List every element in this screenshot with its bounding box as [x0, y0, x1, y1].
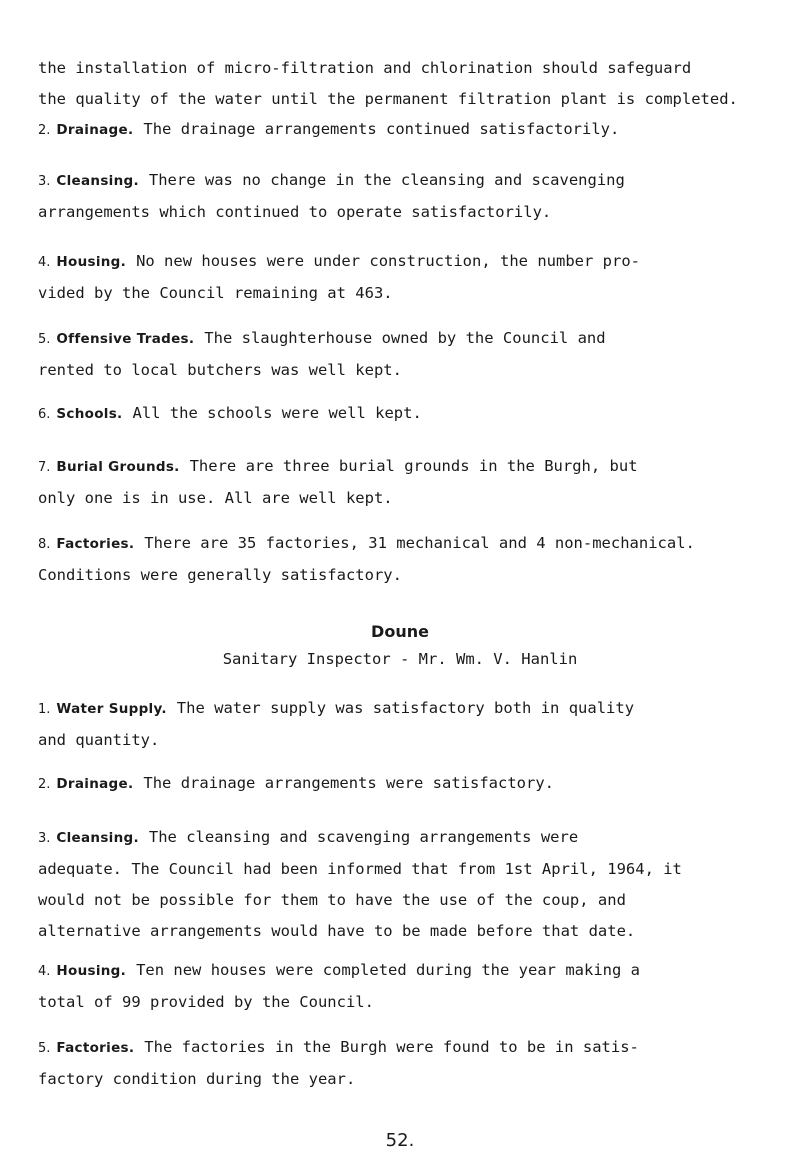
item-text: total of 99 provided by the Council.	[38, 993, 374, 1011]
item-heading: Burial Grounds.	[56, 459, 180, 475]
item-text: and quantity.	[38, 731, 160, 749]
item-number: 5.	[38, 332, 51, 347]
item-number: 2.	[38, 123, 51, 138]
section-subtitle: Sanitary Inspector - Mr. Wm. V. Hanlin	[222, 650, 578, 668]
item-text: The drainage arrangements continued satisfactorily.	[143, 120, 620, 138]
item-text: factory condition during the year.	[38, 1070, 356, 1088]
item-number: 8.	[38, 537, 51, 552]
item-heading: Drainage.	[56, 122, 134, 138]
item-schools	[38, 398, 798, 430]
intro-line: the installation of micro-filtration and chlorination should safeguard	[38, 59, 692, 77]
item-text: adequate. The Council had been informed that from 1st April, 1964, it	[38, 860, 682, 878]
item-heading: Water Supply.	[56, 701, 167, 717]
item-text: The cleansing and scavenging arrangements were	[148, 828, 579, 846]
item-text: arrangements which continued to operate satisfactorily.	[38, 203, 552, 221]
item-number: 3.	[38, 174, 51, 189]
item-heading: Offensive Trades.	[56, 331, 195, 347]
item-number: 4.	[38, 255, 51, 270]
item-cleansing	[38, 165, 798, 228]
item-text: vided by the Council remaining at 463.	[38, 284, 393, 302]
page-number: 52.	[385, 1130, 415, 1151]
item-text: Conditions were generally satisfactory.	[38, 566, 402, 584]
item-text: No new houses were under construction, the number pro-	[136, 252, 640, 270]
item-drainage	[38, 114, 798, 146]
item-number: 2.	[38, 777, 51, 792]
item-heading: Cleansing.	[56, 830, 139, 846]
intro-line: the quality of the water until the permanent filtration plant is completed.	[38, 90, 738, 108]
item-text: There was no change in the cleansing and scavenging	[148, 171, 625, 189]
item-heading: Factories.	[56, 536, 135, 552]
item-factories	[38, 528, 798, 591]
intro-paragraph	[38, 53, 798, 115]
item-heading: Drainage.	[56, 776, 134, 792]
item-cleansing	[38, 822, 798, 947]
item-number: 3.	[38, 831, 51, 846]
item-number: 6.	[38, 407, 51, 422]
item-heading: Housing.	[56, 254, 127, 270]
item-heading: Schools.	[56, 406, 123, 422]
item-text: The slaughterhouse owned by the Council and	[204, 329, 606, 347]
item-number: 7.	[38, 460, 51, 475]
item-text: There are 35 factories, 31 mechanical and 4 non-mechanical.	[144, 534, 695, 552]
item-text: The factories in the Burgh were found to be in satis-	[144, 1038, 639, 1056]
item-text: There are three burial grounds in the Burgh, but	[189, 457, 638, 475]
item-text: The water supply was satisfactory both in quality	[176, 699, 635, 717]
item-heading: Factories.	[56, 1040, 135, 1056]
item-number: 4.	[38, 964, 51, 979]
item-text: Ten new houses were completed during the year making a	[136, 961, 640, 979]
section-title: Doune	[371, 622, 429, 641]
item-burial-grounds	[38, 451, 798, 514]
item-text: only one is in use. All are well kept.	[38, 489, 393, 507]
item-text: rented to local butchers was well kept.	[38, 361, 402, 379]
item-number: 1.	[38, 702, 51, 717]
item-number: 5.	[38, 1041, 51, 1056]
item-heading: Housing.	[56, 963, 127, 979]
item-offensive-trades	[38, 323, 798, 386]
item-heading: Cleansing.	[56, 173, 139, 189]
item-text: alternative arrangements would have to be made before that date.	[38, 922, 636, 940]
item-text: All the schools were well kept.	[132, 404, 422, 422]
item-text: would not be possible for them to have the use of the coup, and	[38, 891, 626, 909]
item-housing	[38, 246, 798, 309]
item-drainage	[38, 768, 798, 800]
item-factories	[38, 1032, 798, 1095]
item-text: The drainage arrangements were satisfactory.	[143, 774, 554, 792]
item-water-supply	[38, 693, 798, 756]
item-housing	[38, 955, 798, 1018]
